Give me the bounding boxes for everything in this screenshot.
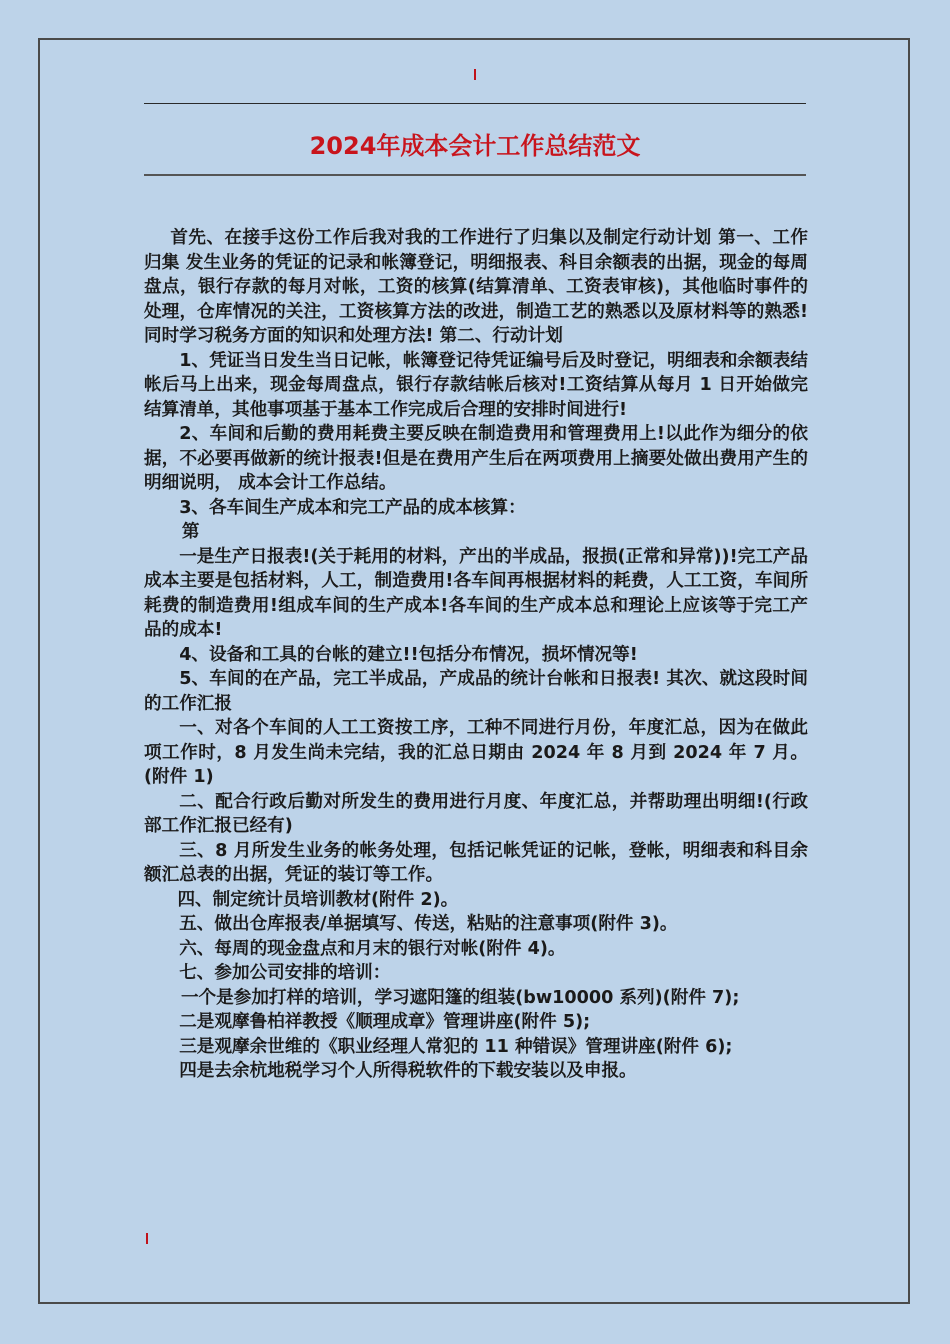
paragraph-report-6: 六、每周的现金盘点和月末的银行对帐(附件 4)。 <box>179 938 566 959</box>
paragraph-plan-4: 4、设备和工具的台帐的建立!!包括分布情况，损坏情况等! <box>179 644 638 665</box>
paragraph-plan-1: 1、凭证当日发生当日记帐，帐簿登记待凭证编号后及时登记，明细表和余额表结帐后马上出来，现金每周盘点，银行存款结帐后核对!工资结算从每月 1 日开始做完结算清单，其他事项基于基本工作完成后合理的安排时间进行! <box>144 350 808 420</box>
paragraph-report-3: 三、8 月所发生业务的帐务处理，包括记帐凭证的记帐，登帐，明细表和科目余额汇总表的出据，凭证的装订等工作。 <box>144 840 808 885</box>
paragraph-intro: 首先、在接手这份工作后我对我的工作进行了归集以及制定行动计划 第一、工作归集 发生业务的凭证的记录和帐簿登记，明细报表、科目余额表的出据，现金的每周盘点，银行存款的每月对帐，工资的核算(结算清单、工资表审核)，其他临时事件的处理，仓库情况的关注，工资核算方法的改进，制造工艺的熟悉以及原材料等的熟悉!同时学习税务方面的知识和处理方法! 第二、行动计划 <box>144 228 808 346</box>
paragraph-report-4: 四、制定统计员培训教材(附件 2)。 <box>177 889 459 910</box>
paragraph-training-2: 二是观摩鲁柏祥教授《顺理成章》管理讲座(附件 5); <box>179 1012 591 1032</box>
paragraph-daily-report: 一是生产日报表!(关于耗用的材料，产出的半成品，报损(正常和异常))!完工产品成本主要是包括材料，人工，制造费用!各车间再根据材料的耗费，人工工资，车间所耗费的制造费用!组成车间的生产成本!各车间的生产成本总和理论上应该等于完工产品的成本! <box>144 546 808 640</box>
footer-marker <box>146 1233 148 1244</box>
header-rule <box>144 103 806 104</box>
header-marker <box>474 69 476 80</box>
paragraph-plan-2: 2、车间和后勤的费用耗费主要反映在制造费用和管理费用上!以此作为细分的依据，不必要再做新的统计报表!但是在费用产生后在两项费用上摘要处做出费用产生的明细说明， 成本会计工作总结。 <box>144 424 808 493</box>
paragraph-plan-5: 5、车间的在产品，完工半成品，产成品的统计台帐和日报表! 其次、就这段时间的工作汇报 <box>144 669 808 714</box>
paragraph-training-4: 四是去余杭地税学习个人所得税软件的下载安装以及申报。 <box>179 1061 637 1081</box>
paragraph-report-1: 一、对各个车间的人工工资按工序，工种不同进行月份，年度汇总，因为在做此项工作时，8 月发生尚未完结，我的汇总日期由 2024 年 8 月到 2024 年 7 月。(附件 1) <box>144 718 808 787</box>
paragraph-plan-3-sub: 第 <box>181 522 200 542</box>
paragraph-report-2: 二、配合行政后勤对所发生的费用进行月度、年度汇总，并帮助理出明细!(行政部工作汇报已经有) <box>144 791 808 836</box>
paragraph-report-7: 七、参加公司安排的培训： <box>179 963 391 983</box>
paragraph-plan-3: 3、各车间生产成本和完工产品的成本核算： <box>179 497 526 518</box>
paragraph-training-1: 一个是参加打样的培训，学习遮阳篷的组装(bw10000 系列)(附件 7); <box>180 987 740 1008</box>
paragraph-report-5: 五、做出仓库报表/单据填写、传送，粘贴的注意事项(附件 3)。 <box>179 914 678 934</box>
title-underline <box>144 174 806 176</box>
document-title: 2024年成本会计工作总结范文 <box>309 132 641 160</box>
paragraph-training-3: 三是观摩余世维的《职业经理人常犯的 11 种错误》管理讲座(附件 6); <box>179 1036 733 1057</box>
document-body <box>144 226 808 1084</box>
